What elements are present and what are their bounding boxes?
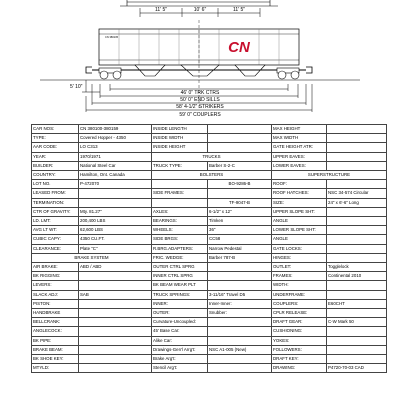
spec-cell <box>327 125 387 134</box>
spec-cell: TRUCK SPRINGS: <box>152 290 208 299</box>
spec-row <box>32 189 387 198</box>
spec-cell <box>327 152 387 161</box>
spec-cell: MAX WIDTH <box>272 134 327 143</box>
spec-cell: AXLES: <box>152 207 208 216</box>
spec-row <box>32 198 387 207</box>
spec-cell: SIZE: <box>272 198 327 207</box>
spec-row <box>32 171 387 180</box>
top-dim-left: 11' 5" <box>154 7 168 13</box>
spec-cell: BK SHOE KEY: <box>32 355 79 364</box>
spec-cell: BK PIPE: <box>32 336 79 345</box>
spec-cell: ROOF HATCHES: <box>272 189 327 198</box>
spec-cell: FRAMES: <box>272 272 327 281</box>
spec-cell: TYPE: <box>32 134 79 143</box>
car-elevation-drawing <box>0 0 400 122</box>
spec-cell <box>79 345 152 354</box>
car-number-stencil: CN 380105 <box>105 36 119 39</box>
spec-cell <box>79 198 152 207</box>
spec-cell <box>79 336 152 345</box>
spec-cell: GATE LOCKS: <box>272 244 327 253</box>
spec-cell: TRUCK TYPE: <box>152 161 208 170</box>
truck-right <box>277 68 299 79</box>
spec-row <box>32 244 387 253</box>
spec-cell: Stencil Arg't: <box>152 364 208 373</box>
spec-cell <box>327 226 387 235</box>
spec-row <box>32 235 387 244</box>
spec-cell: CAR NOS: <box>32 125 79 134</box>
spec-cell <box>327 217 387 226</box>
spec-cell: INSIDE HEIGHT <box>152 143 208 152</box>
spec-row <box>32 217 387 226</box>
spec-cell: Togglelock <box>327 263 387 272</box>
spec-cell <box>327 355 387 364</box>
spec-cell: BEARINGS: <box>152 217 208 226</box>
spec-cell: Hamilton, Ont. Canada <box>79 171 152 180</box>
spec-cell: UNDERFRAME: <box>272 290 327 299</box>
spec-cell <box>208 327 272 336</box>
top-dim-center: 10' 6" <box>193 7 207 13</box>
spec-cell <box>79 272 152 281</box>
spec-cell <box>327 143 387 152</box>
truck-left <box>99 68 121 79</box>
spec-cell <box>208 272 272 281</box>
spec-cell: BO-9286-B <box>208 180 272 189</box>
left-height-dimension <box>82 80 100 92</box>
spec-cell: BOLSTERS <box>152 171 272 180</box>
spec-cell: LOWER SLOPE SHT: <box>272 226 327 235</box>
spec-cell <box>208 281 272 290</box>
spec-cell: LOWER EAVES: <box>272 161 327 170</box>
spec-cell: TERMINATION: <box>32 198 79 207</box>
spec-row <box>32 253 387 262</box>
spec-cell <box>79 189 152 198</box>
spec-row <box>32 272 387 281</box>
spec-cell: 36" <box>208 226 272 235</box>
dim-strikers: 58' 4-1/2" STRIKERS <box>176 104 224 110</box>
spec-cell <box>79 299 152 308</box>
spec-cell: UPPER SLOPE SHT: <box>272 207 327 216</box>
spec-row <box>32 327 387 336</box>
spec-cell <box>208 318 272 327</box>
spec-cell: LEASED FROM: <box>32 189 79 198</box>
spec-cell: AIR BRAKE: <box>32 263 79 272</box>
spec-table <box>31 124 387 373</box>
spec-cell: SIDE FRAMES: <box>152 189 208 198</box>
spec-cell: YOKES: <box>272 336 327 345</box>
spec-cell: INNER: <box>152 299 208 308</box>
spec-cell: BRAKE BEAM: <box>32 345 79 354</box>
spec-cell: NSC 34-574 Circular <box>327 189 387 198</box>
spec-cell <box>327 244 387 253</box>
spec-cell: FOLLOWERS: <box>272 345 327 354</box>
spec-cell: MTYLD: <box>32 364 79 373</box>
spec-cell: BK RIGGING: <box>32 272 79 281</box>
spec-cell: Covered Hopper - 4350 <box>79 134 152 143</box>
spec-row <box>32 134 387 143</box>
spec-cell <box>208 125 272 134</box>
spec-cell: HANDBRAKE <box>32 309 79 318</box>
spec-cell: DRAWING: <box>272 364 327 373</box>
spec-cell: BELLCRANK: <box>32 318 79 327</box>
spec-cell <box>327 253 387 262</box>
dim-couplers: 59' 0" COUPLERS <box>179 112 221 118</box>
spec-cell: ROOF: <box>272 180 327 189</box>
spec-row <box>32 180 387 189</box>
spec-cell <box>327 161 387 170</box>
spec-row <box>32 226 387 235</box>
spec-cell <box>327 345 387 354</box>
spec-cell <box>79 281 152 290</box>
spec-cell: COUNTRY: <box>32 171 79 180</box>
spec-cell: Alike Car: <box>152 336 208 345</box>
spec-cell: Timken <box>208 217 272 226</box>
spec-cell: CC58 <box>208 235 272 244</box>
spec-cell: LOT NO. <box>32 180 79 189</box>
spec-cell <box>79 355 152 364</box>
spec-cell: BK BEAM WEAR PLT <box>152 281 208 290</box>
spec-row <box>32 281 387 290</box>
spec-cell: WIDTH: <box>272 281 327 290</box>
spec-cell <box>327 309 387 318</box>
spec-cell: DRAFT GEAR: <box>272 318 327 327</box>
spec-cell <box>327 180 387 189</box>
spec-cell: LEVERS: <box>32 281 79 290</box>
spec-cell: Narrow Pedestal <box>208 244 272 253</box>
spec-cell: GATE HEIGHT ATR: <box>272 143 327 152</box>
spec-row <box>32 263 387 272</box>
spec-row <box>32 318 387 327</box>
spec-cell: Plate "C" <box>79 244 152 253</box>
spec-cell: NSC A1-005 (New) <box>208 345 272 354</box>
spec-cell: INSIDE WIDTH <box>152 134 208 143</box>
spec-cell: ABD / ABD <box>79 263 152 272</box>
spec-cell <box>79 364 152 373</box>
spec-cell <box>327 327 387 336</box>
spec-cell: CN 380100-380159 <box>79 125 152 134</box>
spec-row <box>32 355 387 364</box>
spec-cell <box>208 364 272 373</box>
spec-row <box>32 143 387 152</box>
spec-cell: INNER CTRL SPRG <box>152 272 208 281</box>
spec-cell: CTR OF GRAVITY: <box>32 207 79 216</box>
spec-cell: SIDE BRGS: <box>152 235 208 244</box>
spec-cell: Drawings-Gen'l Arrg't: <box>152 345 208 354</box>
spec-cell: 6-1/2" x 12" <box>208 207 272 216</box>
spec-row <box>32 364 387 373</box>
spec-cell: OUTER: <box>152 309 208 318</box>
spec-cell <box>327 336 387 345</box>
spec-cell: 4350 CU.FT. <box>79 235 152 244</box>
spec-cell: LD. LMT: <box>32 217 79 226</box>
spec-cell <box>208 189 272 198</box>
spec-cell <box>327 290 387 299</box>
spec-cell: INSIDE LENGTH <box>152 125 208 134</box>
dim-truck-centers: 46' 0" TRK CTRS <box>180 90 220 96</box>
spec-cell: 45' Base Car: <box>152 327 208 336</box>
spec-cell: LO C313 <box>79 143 152 152</box>
dim-end-sills: 50' 0" END SILLS <box>180 97 220 103</box>
spec-cell: C-W Mark 50 <box>327 318 387 327</box>
spec-cell: 62,600 LBS <box>79 226 152 235</box>
spec-cell <box>79 309 152 318</box>
spec-cell: BRAKE SYSTEM <box>32 253 152 262</box>
left-height-dim-text: 5' 10" <box>70 84 83 90</box>
spec-cell: ANGLE <box>272 217 327 226</box>
spec-cell <box>208 134 272 143</box>
spec-cell: Inner-Inner: <box>208 299 272 308</box>
spec-cell: MAX HEIGHT <box>272 125 327 134</box>
spec-row <box>32 207 387 216</box>
spec-cell: OUTLET: <box>272 263 327 272</box>
spec-cell <box>208 263 272 272</box>
spec-cell: 24" x 6'-6" Long <box>327 198 387 207</box>
spec-cell: SUPERSTRUCTURE <box>272 171 387 180</box>
spec-row <box>32 309 387 318</box>
cn-logo <box>224 37 254 56</box>
spec-cell: Curvature-Uncoupled: <box>152 318 208 327</box>
spec-cell: DRAFT KEY: <box>272 355 327 364</box>
spec-cell: TF-9047-B <box>208 198 272 207</box>
spec-cell: National Steel Car <box>79 161 152 170</box>
spec-cell <box>327 134 387 143</box>
spec-cell: COUPLERS: <box>272 299 327 308</box>
spec-cell: SLACK ADJ: <box>32 290 79 299</box>
spec-row <box>32 161 387 170</box>
spec-cell: WHEELS: <box>152 226 208 235</box>
spec-cell: Barber S-2-C <box>208 161 272 170</box>
spec-cell: CPLR RELEASE: <box>272 309 327 318</box>
spec-row <box>32 125 387 134</box>
spec-cell: Snubber: <box>208 309 272 318</box>
spec-cell <box>327 235 387 244</box>
spec-row <box>32 152 387 161</box>
spec-cell: OUTER CTRL SPRG <box>152 263 208 272</box>
spec-cell <box>79 318 152 327</box>
top-dim-right: 11' 5" <box>232 7 246 13</box>
spec-cell: P4720-70-03 CAD <box>327 364 387 373</box>
spec-cell: 3-11/16" Travel D5 <box>208 290 272 299</box>
spec-cell: CUBIC CAPY: <box>32 235 79 244</box>
spec-cell: CUSHIONING: <box>272 327 327 336</box>
spec-cell: FRIC. WEDGE: <box>152 253 208 262</box>
spec-cell: SAB <box>79 290 152 299</box>
spec-cell: E60CHT <box>327 299 387 308</box>
spec-row <box>32 345 387 354</box>
spec-cell: Brake Arg't: <box>152 355 208 364</box>
spec-cell <box>208 355 272 364</box>
spec-cell: 200,400 LBS <box>79 217 152 226</box>
spec-cell: AVG LT WT: <box>32 226 79 235</box>
spec-cell: CLEARANCE: <box>32 244 79 253</box>
spec-cell: P-472070 <box>79 180 152 189</box>
spec-row <box>32 299 387 308</box>
roof-outline <box>120 0 278 6</box>
spec-cell <box>152 180 208 189</box>
spec-row <box>32 290 387 299</box>
spec-cell: ANGLECOCK: <box>32 327 79 336</box>
spec-cell: TRUCKS <box>152 152 272 161</box>
cn-logo-text: CN <box>228 39 250 56</box>
spec-cell: YEAR: <box>32 152 79 161</box>
spec-cell: ANGLE <box>272 235 327 244</box>
spec-cell: Mty. 81.27" <box>79 207 152 216</box>
spec-cell: Continental 2010 <box>327 272 387 281</box>
spec-row <box>32 336 387 345</box>
spec-table-body <box>32 125 387 373</box>
spec-cell: AAR CODE: <box>32 143 79 152</box>
spec-cell: R.BRG.ADAPTERS: <box>152 244 208 253</box>
spec-cell <box>79 327 152 336</box>
spec-cell: UPPER EAVES: <box>272 152 327 161</box>
spec-cell: BUILDER: <box>32 161 79 170</box>
spec-cell <box>327 281 387 290</box>
spec-cell <box>327 207 387 216</box>
spec-cell <box>208 336 272 345</box>
spec-cell: 1970/1971 <box>79 152 152 161</box>
spec-cell: HINGES: <box>272 253 327 262</box>
spec-cell <box>152 198 208 207</box>
spec-cell: PISTON: <box>32 299 79 308</box>
spec-cell: Barber 787-B <box>208 253 272 262</box>
spec-cell <box>208 143 272 152</box>
